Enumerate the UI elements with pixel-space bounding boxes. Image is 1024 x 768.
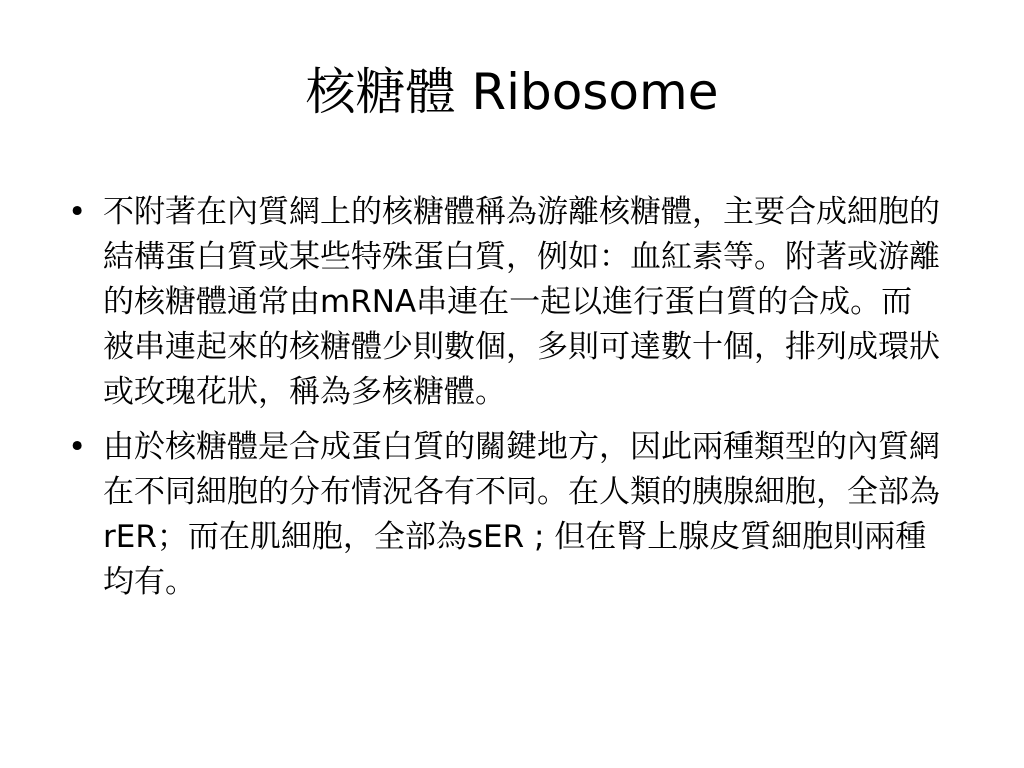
bullet-marker: • bbox=[68, 429, 87, 465]
bullet-text: 由於核糖體是合成蛋白質的關鍵地方，因此兩種類型的內質網在不同細胞的分布情況各有不同。在人類的胰腺細胞，全部為rER；而在肌細胞，全部為sER ; 但在腎上腺皮質細胞則兩種均有。 bbox=[103, 429, 940, 600]
bullet-item bbox=[60, 425, 940, 605]
bullet-marker: • bbox=[68, 194, 87, 230]
bullet-item bbox=[60, 190, 940, 415]
bullet-list bbox=[60, 190, 940, 615]
slide-title: 核糖體 Ribosome bbox=[305, 63, 719, 121]
bullet-text: 不附著在內質網上的核糖體稱為游離核糖體，主要合成細胞的結構蛋白質或某些特殊蛋白質，例如：血紅素等。附著或游離的核糖體通常由mRNA串連在一起以進行蛋白質的合成。而被串連起來的核糖體少則數個，多則可達數十個，排列成環狀或玫瑰花狀，稱為多核糖體。 bbox=[103, 194, 940, 410]
